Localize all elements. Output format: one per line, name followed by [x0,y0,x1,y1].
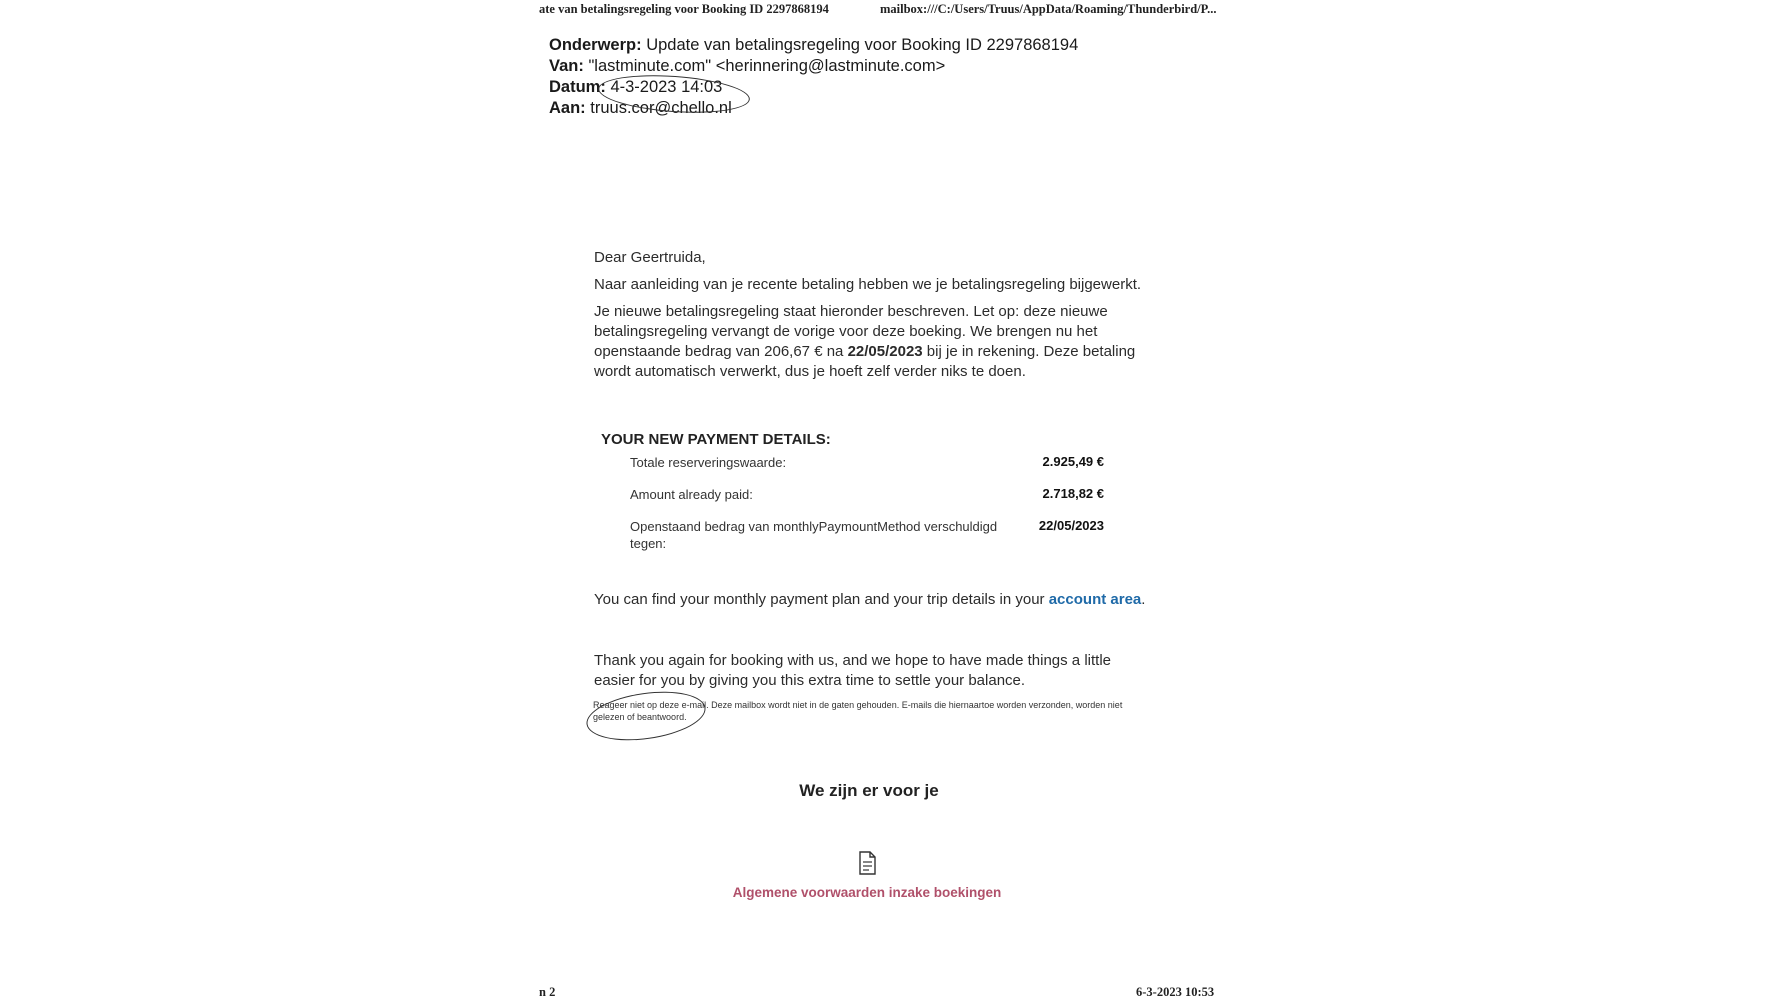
terms-link[interactable]: Algemene voorwaarden inzake boekingen [732,885,1002,900]
support-title: We zijn er voor je [799,781,939,800]
account-paragraph [594,590,1154,610]
subject-value: Update van betalingsregeling voor Booking ID 2297868194 [646,36,1079,54]
email-to [549,99,732,118]
plan-due-date: 22/05/2023 [847,343,923,360]
subject-label: Onderwerp: [549,36,642,54]
account-period: . [1141,591,1146,608]
outstanding-label: Openstaand bedrag van monthlyPaymountMethod verschuldigd tegen: [630,519,998,551]
print-header-title: ate van betalingsregeling voor Booking ID 2297868194 [539,2,829,16]
paid-label: Amount already paid: [630,487,753,502]
intro-paragraph: Naar aanleiding van je recente betaling hebben we je betalingsregeling bijgewerkt. [594,276,1142,293]
print-header-path: mailbox:///C:/Users/Truus/AppData/Roaming/Thunderbird/P... [880,2,1217,16]
to-value: truus.cor@chello.nl [590,99,732,117]
payment-details-title: YOUR NEW PAYMENT DETAILS: [601,431,831,448]
document-icon [857,851,877,875]
plan-text-end: bij je in rekening. Deze betaling wordt automatisch verwerkt, dus je hoeft zelf verder niks te doen. [594,343,1136,380]
date-value: 4-3-2023 14:03 [610,78,723,96]
from-value: "lastminute.com" <herinnering@lastminute.com> [588,57,946,75]
print-footer-page: n 2 [539,985,556,999]
email-date [549,78,722,97]
total-value-amount: 2.925,49 € [1042,454,1104,469]
email-from [549,57,945,76]
thanks-paragraph: Thank you again for booking with us, and we hope to have made things a little easier for you by giving you this extra time to settle your balance. [594,652,1111,689]
account-text: You can find your monthly payment plan and your trip details in your [594,591,1049,608]
plan-text-start: Je nieuwe betalingsregeling staat hieronder beschreven. Let op: deze nieuwe betalingsregeling vervangt de vorige voor deze boeking. We brengen nu het openstaande bedrag van 206,67 € na [594,303,1108,360]
no-reply-notice: Reageer niet op deze e-mail. Deze mailbox wordt niet in de gaten gehouden. E-mails die hiernaartoe worden verzonden, worden niet gelezen of beantwoord. [593,700,1123,722]
from-label: Van: [549,57,584,75]
plan-paragraph [594,302,1154,382]
total-value-label: Totale reserveringswaarde: [630,455,787,470]
to-label: Aan: [549,99,586,117]
email-subject [549,36,1078,55]
outstanding-date: 22/05/2023 [1038,518,1104,533]
greeting: Dear Geertruida, [594,249,706,266]
account-area-link[interactable]: account area [1048,591,1142,608]
paid-amount: 2.718,82 € [1042,486,1104,501]
print-footer-timestamp: 6-3-2023 10:53 [1136,985,1215,999]
date-label: Datum: [549,78,606,96]
